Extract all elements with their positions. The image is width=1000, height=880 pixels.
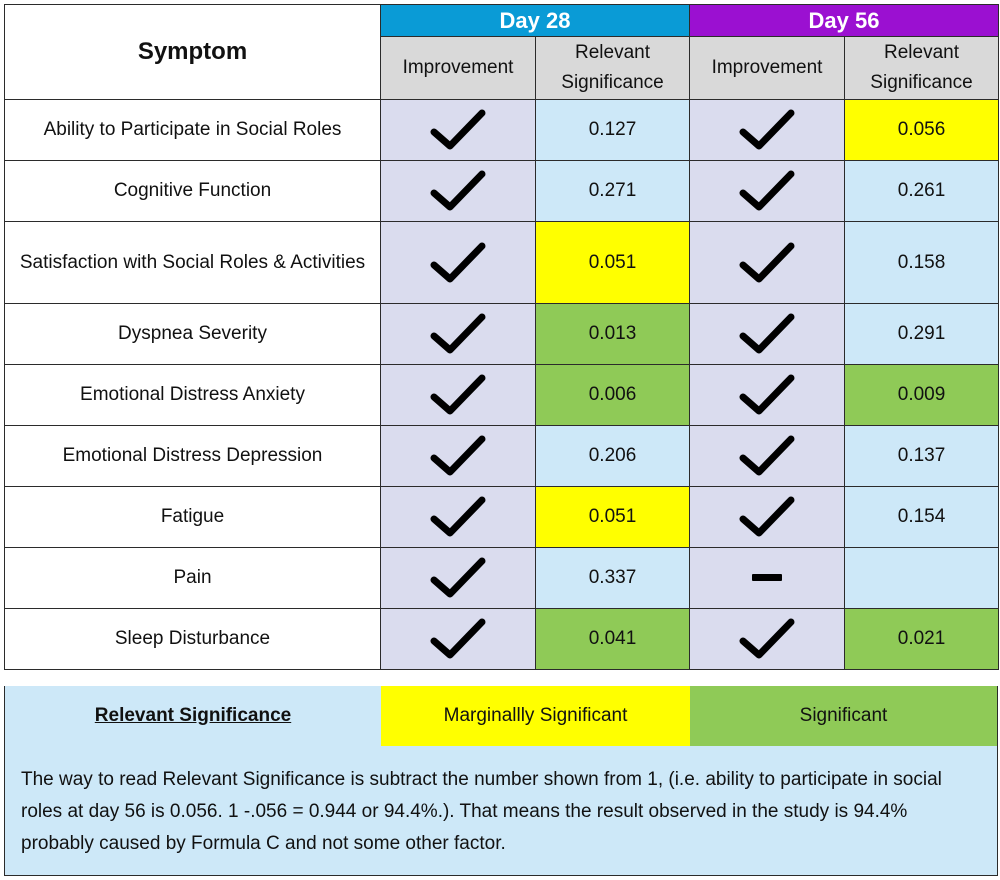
checkmark-icon: [738, 434, 796, 478]
day-56-improvement-cell: [690, 426, 845, 487]
day-28-significance-value: 0.013: [536, 304, 690, 365]
checkmark-icon: [738, 169, 796, 213]
day-28-improvement-cell: [381, 304, 536, 365]
relevant-label: Relevant: [884, 42, 960, 63]
explanation-note: The way to read Relevant Significance is subtract the number shown from 1, (i.e. ability to participate in social roles at day 56 is 0.056. 1 -.056 = 0.944 or 94.4%.). That means the result observed in the study is 94.4% probably caused by Formula C and not some other factor.: [21, 769, 942, 854]
day-28-significance-value: 0.337: [536, 548, 690, 609]
table-row: [5, 487, 999, 548]
table-row: [5, 548, 999, 609]
legend-marginally-significant: Marginallly Significant: [381, 686, 690, 746]
checkmark-icon: [738, 617, 796, 661]
day-28-significance-value: 0.041: [536, 609, 690, 670]
day-28-improvement-cell: [381, 100, 536, 161]
checkmark-icon: [429, 312, 487, 356]
day-28-significance-value: 0.006: [536, 365, 690, 426]
day-56-significance-value: 0.021: [845, 609, 999, 670]
legend-significant: Significant: [690, 686, 997, 746]
legend-section: [4, 686, 998, 876]
day-56-significance-value: [845, 548, 999, 609]
day-56-significance-value: 0.154: [845, 487, 999, 548]
symptom-cell: Dyspnea Severity: [5, 304, 381, 365]
symptom-cell: Sleep Disturbance: [5, 609, 381, 670]
day-28-header: Day 28: [381, 5, 690, 37]
day-28-improvement-cell: [381, 609, 536, 670]
day-28-significance-value: 0.271: [536, 161, 690, 222]
table-row: [5, 365, 999, 426]
checkmark-icon: [429, 169, 487, 213]
symptom-cell: Ability to Participate in Social Roles: [5, 100, 381, 161]
legend-label: Relevant Significance: [94, 705, 292, 726]
symptom-cell: Pain: [5, 548, 381, 609]
table-row: [5, 161, 999, 222]
day-28-significance-value: 0.206: [536, 426, 690, 487]
checkmark-icon: [738, 241, 796, 285]
day-56-improvement-cell: [690, 222, 845, 304]
day-56-improvement-cell: [690, 548, 845, 609]
table-row: [5, 304, 999, 365]
symptom-cell: Fatigue: [5, 487, 381, 548]
relevant-label: Relevant: [575, 42, 650, 63]
checkmark-icon: [738, 108, 796, 152]
symptom-cell: Cognitive Function: [5, 161, 381, 222]
symptom-table: [4, 4, 999, 670]
symptom-cell: Emotional Distress Anxiety: [5, 365, 381, 426]
checkmark-icon: [738, 373, 796, 417]
day-28-improvement-cell: [381, 222, 536, 304]
day-28-significance-header: [536, 37, 690, 100]
table-row: [5, 426, 999, 487]
day-28-significance-value: 0.127: [536, 100, 690, 161]
table-body: [5, 100, 999, 670]
symptom-cell: Emotional Distress Depression: [5, 426, 381, 487]
symptom-column-header: Symptom: [5, 5, 381, 100]
significance-label: Significance: [561, 72, 664, 93]
symptom-cell: Satisfaction with Social Roles & Activities: [5, 222, 381, 304]
checkmark-icon: [429, 373, 487, 417]
checkmark-icon: [429, 434, 487, 478]
day-28-significance-value: 0.051: [536, 487, 690, 548]
day-28-improvement-header: [381, 37, 536, 100]
day-56-improvement-cell: [690, 100, 845, 161]
checkmark-icon: [429, 617, 487, 661]
checkmark-icon: [738, 312, 796, 356]
table-row: [5, 222, 999, 304]
day-56-improvement-cell: [690, 304, 845, 365]
day-56-significance-value: 0.137: [845, 426, 999, 487]
improvement-label: Improvement: [402, 57, 514, 78]
day-28-improvement-cell: [381, 365, 536, 426]
day-56-improvement-cell: [690, 487, 845, 548]
day-56-significance-value: 0.291: [845, 304, 999, 365]
day-56-significance-header: [845, 37, 999, 100]
checkmark-icon: [429, 495, 487, 539]
day-56-significance-value: 0.056: [845, 100, 999, 161]
table-row: [5, 100, 999, 161]
day-56-improvement-cell: [690, 365, 845, 426]
improvement-label: Improvement: [711, 57, 823, 78]
checkmark-icon: [738, 495, 796, 539]
significance-label: Significance: [870, 72, 973, 93]
day-56-improvement-header: [690, 37, 845, 100]
day-28-improvement-cell: [381, 426, 536, 487]
day-28-improvement-cell: [381, 548, 536, 609]
dash-icon: [752, 574, 782, 581]
day-56-significance-value: 0.009: [845, 365, 999, 426]
day-28-improvement-cell: [381, 161, 536, 222]
checkmark-icon: [429, 241, 487, 285]
checkmark-icon: [429, 556, 487, 600]
day-28-significance-value: 0.051: [536, 222, 690, 304]
day-56-header: Day 56: [690, 5, 999, 37]
checkmark-icon: [429, 108, 487, 152]
table-row: [5, 609, 999, 670]
day-56-improvement-cell: [690, 609, 845, 670]
day-56-significance-value: 0.261: [845, 161, 999, 222]
day-28-improvement-cell: [381, 487, 536, 548]
day-56-significance-value: 0.158: [845, 222, 999, 304]
day-56-improvement-cell: [690, 161, 845, 222]
